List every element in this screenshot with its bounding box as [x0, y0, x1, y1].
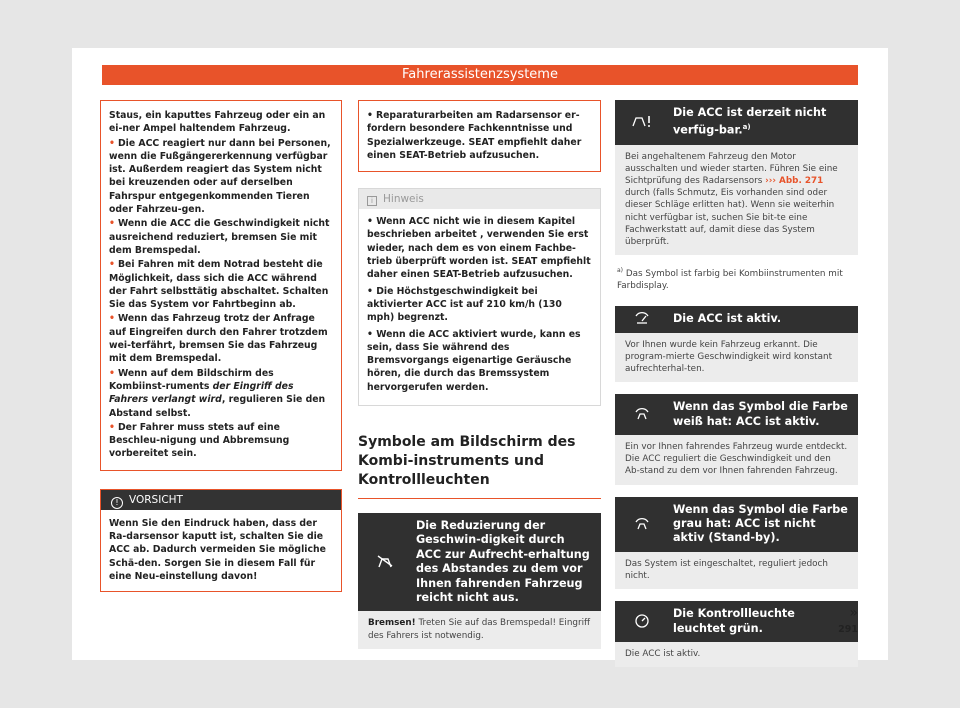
bullet-icon: • [109, 421, 115, 433]
bullet-icon: • [109, 313, 115, 325]
acc-standby-icon [615, 515, 669, 534]
note-item: • Wenn ACC nicht wie in diesem Kapitel beschrieben arbeitet , verwenden Sie erst wieder, nach dem es von einem Fachbe-trieb überprüft worden ist. SEAT empfiehlt daher einen SEAT-Betrieb aufzusuchen. [367, 216, 591, 281]
bullet-icon: • [109, 259, 115, 271]
warning-box-continued [358, 100, 601, 172]
column-right [615, 100, 858, 679]
caution-text: Wenn Sie den Eindruck haben, dass der Ra-darsensor kaputt ist, schalten Sie die ACC ab. Dadurch vermeiden Sie mögliche Schä-den. Sorgen Sie in diesem Fall für eine Neu-einstellung davon! [109, 517, 326, 582]
caution-box [100, 489, 342, 592]
warning-item: • Bei Fahren mit dem Notrad besteht die Möglichkeit, dass sich die ACC während der Fahrt selbsttätig abschaltet. Schalten Sie das System vor Fahrtbeginn ab. [109, 259, 329, 311]
symbol-description: Bremsen! Treten Sie auf das Bremspedal! Eingriff des Fahrers ist notwendig. [368, 618, 591, 641]
symbol-title: Die ACC ist aktiv. [673, 312, 782, 326]
brake-warning-icon [358, 553, 412, 572]
symbol-brake-warning [358, 513, 601, 649]
section-title: Symbole am Bildschirm des Kombi-instruments und Kontrollleuchten [358, 433, 601, 499]
warning-item: • Die ACC reagiert nur dann bei Personen, wenn die Fußgängererkennung verfügbar ist. Außerdem reagiert das System nicht bei kreuzenden oder auf derselben Fahrspur entgegenkommenden Tieren oder Fahrzeu-gen. [109, 137, 331, 216]
bullet-icon: • [109, 367, 115, 379]
continue-marker: » [849, 605, 858, 621]
bullet-icon: • [367, 110, 373, 121]
symbol-title: Wenn das Symbol die Farbe weiß hat: ACC ist aktiv. [673, 400, 848, 428]
bullet-icon: • [109, 137, 115, 149]
warning-item: • Wenn auf dem Bildschirm des Kombiinst-ruments der Eingriff des Fahrers verlangt wird, regulieren Sie den Abstand selbst. [109, 367, 326, 419]
symbol-title: Die ACC ist derzeit nicht verfüg-bar.$^{a)}$ [673, 106, 827, 138]
symbol-description: Ein vor Ihnen fahrendes Fahrzeug wurde entdeckt. Die ACC reguliert die Geschwindigkeit und den Ab-stand zu dem vor Ihnen fahrenden Fahrzeug. [625, 441, 848, 477]
bullet-icon: • [109, 218, 115, 230]
symbol-title: Die Reduzierung der Geschwin-digkeit durch ACC zur Aufrecht-erhaltung des Abstandes zu dem vor Ihnen fahrenden Fahrzeug reicht nicht aus. [416, 519, 590, 605]
figure-link[interactable]: ››› Abb. 271 [765, 175, 824, 186]
warning-item: • Der Fahrer muss stets auf eine Beschleu-nigung und Abbremsung vorbereitet sein. [109, 421, 290, 460]
symbol-title: Wenn das Symbol die Farbe grau hat: ACC ist nicht aktiv (Stand-by). [673, 502, 848, 545]
warning-item: • Wenn das Fahrzeug trotz der Anfrage auf Eingreifen durch den Fahrer trotzdem wei-terfährt, bremsen Sie das Fahrzeug mit dem Bremspedal. [109, 313, 328, 365]
warning-item: • Wenn die ACC die Geschwindigkeit nicht ausreichend reduziert, bremsen Sie mit dem Bremspedal. [109, 218, 330, 256]
symbol-acc-active [615, 306, 858, 382]
symbol-acc-white [615, 394, 858, 484]
note-header [359, 189, 600, 209]
symbol-acc-grey [615, 497, 858, 590]
column-left [100, 100, 342, 592]
footnote: $^{a)}$ Das Symbol ist farbig bei Kombiinstrumenten mit Farbdisplay. [617, 267, 843, 292]
symbol-acc-unavailable [615, 100, 858, 255]
acc-unavailable-icon [615, 113, 669, 132]
warning-item: • Reparaturarbeiten am Radarsensor er-fordern besondere Fachkenntnisse und Spezialwerkzeuge. SEAT empfiehlt daher einen SEAT-Betrieb aufzusuchen. [367, 110, 582, 161]
warning-box [100, 100, 342, 471]
info-circle-icon: ! [111, 497, 123, 509]
acc-active-icon [615, 310, 669, 329]
caution-label: VORSICHT [129, 493, 183, 506]
section-header: Fahrerassistenzsysteme [102, 65, 858, 85]
note-item: • Wenn die ACC aktiviert wurde, kann es sein, dass Sie während des Bremsvorgangs eigenartige Geräusche hören, die durch das Bremssystem hervorgerufen werden. [367, 328, 581, 393]
page-number: 291 [838, 624, 858, 635]
symbol-description: Die ACC ist aktiv. [625, 648, 701, 659]
manual-page [72, 48, 888, 660]
symbol-description: Das System ist eingeschaltet, reguliert jedoch nicht. [625, 558, 828, 581]
symbol-description: Vor Ihnen wurde kein Fahrzeug erkannt. Die program-mierte Geschwindigkeit wird konstant aufrechterhal-ten. [625, 339, 833, 374]
symbol-control-lamp-green [615, 601, 858, 667]
symbol-description: Bei angehaltenem Fahrzeug den Motor ausschalten und wieder starten. Führen Sie eine Sichtprüfung des Radarsensors ››› Abb. 271 durch (falls Schmutz, Eis vorhanden sind oder dieser Schläge erlitten hat). Wenn sie weiterhin nicht verfügbar ist, suchen Sie bit-te eine Fachwerkstatt auf, damit diese das System überprüft. [625, 151, 838, 247]
info-icon: i [367, 196, 377, 206]
caution-header [101, 490, 341, 510]
note-box [358, 188, 601, 406]
symbol-title: Die Kontrollleuchte leuchtet grün. [673, 607, 795, 635]
note-body [359, 209, 600, 405]
column-middle [358, 100, 601, 661]
note-label: Hinweis [383, 193, 424, 206]
acc-vehicle-detected-icon [615, 405, 669, 424]
note-item: • Die Höchstgeschwindigkeit bei aktivierter ACC ist auf 210 km/h (130 mph) begrenzt. [367, 285, 562, 324]
warning-intro: Staus, ein kaputtes Fahrzeug oder ein an ei-ner Ampel haltendem Fahrzeug. [109, 110, 326, 135]
speedometer-icon [615, 612, 669, 631]
